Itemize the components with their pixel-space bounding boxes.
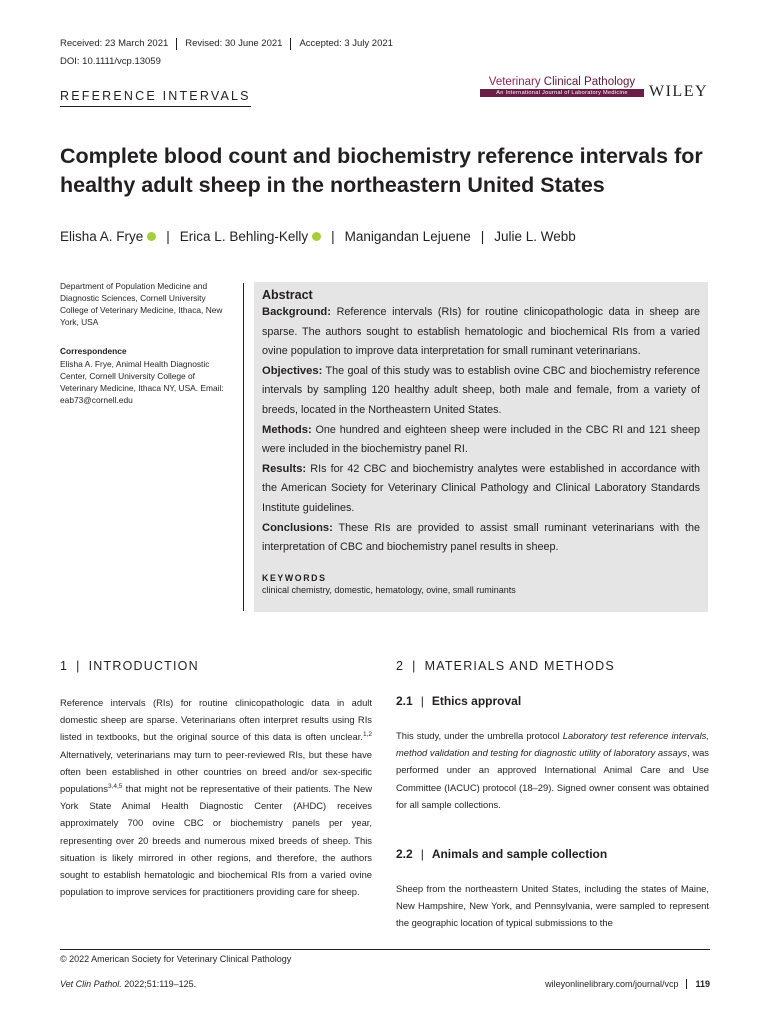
subsection-heading-animals: 2.2 | Animals and sample collection <box>396 847 608 861</box>
accepted-date: Accepted: 3 July 2021 <box>290 38 400 50</box>
author-separator: | <box>331 229 335 244</box>
author-name[interactable]: Julie L. Webb <box>494 229 576 244</box>
correspondence-heading: Correspondence <box>60 346 127 356</box>
article-title: Complete blood count and biochemistry reference intervals for healthy adult sheep in the northeastern United States <box>60 144 703 197</box>
section-type: REFERENCE INTERVALS <box>60 89 251 107</box>
author-separator: | <box>480 229 485 244</box>
author-name[interactable]: Elisha A. Frye <box>60 229 144 244</box>
copyright: © 2022 American Society for Veterinary Clinical Pathology <box>60 954 292 964</box>
affiliation: Department of Population Medicine and Diagnostic Sciences, Cornell University College of Veterinary Medicine, Ithaca, New York, USA <box>60 281 223 327</box>
section-heading-introduction: 1 | INTRODUCTION <box>60 659 199 673</box>
author-list <box>60 229 576 244</box>
citation-ref[interactable]: 3,4,5 <box>107 782 123 790</box>
author-name[interactable]: Erica L. Behling-Kelly <box>179 229 309 244</box>
orcid-icon[interactable] <box>312 232 321 241</box>
journal-logo <box>480 76 644 97</box>
citation-ref[interactable]: 1,2 <box>362 731 372 739</box>
abstract-conclusions: Conclusions: These RIs are provided to assist small ruminant veterinarians with the interpretation of CBC and biochemistry panel results in sheep. <box>262 521 700 554</box>
journal-url[interactable]: wileyonlinelibrary.com/journal/vcp <box>545 979 679 989</box>
abstract-background: Background: Reference intervals (RIs) for routine clinicopathologic data in sheep are sparse. The authors sought to establish hematologic and biochemical RIs from a varied ovine population to improve data interpretation for small ruminant veterinarians. <box>262 306 700 358</box>
journal-name: Veterinary Clinical Pathology <box>488 76 636 88</box>
revised-date: Revised: 30 June 2021 <box>176 38 290 50</box>
publisher-logo: WILEY <box>649 83 709 100</box>
footer-url-page <box>545 979 710 989</box>
animals-paragraph: Sheep from the northeastern United States, including the states of Maine, New Hampshire, New York, and Pennsylvania, were sampled to represent the geographic location of typical submissions to the <box>396 883 709 929</box>
author-name[interactable]: Manigandan Lejuene <box>344 229 471 244</box>
abstract-box <box>254 282 708 612</box>
abstract-heading: Abstract <box>262 288 313 302</box>
subsection-heading-ethics: 2.1 | Ethics approval <box>396 694 522 708</box>
keywords: clinical chemistry, domestic, hematology, ovine, small ruminants <box>262 584 516 595</box>
abstract-methods: Methods: One hundred and eighteen sheep were included in the CBC RI and 121 sheep were included in the biochemistry panel RI. <box>262 423 700 456</box>
abstract-objectives: Objectives: The goal of this study was to establish ovine CBC and biochemistry reference intervals by sampling 120 healthy adult sheep, both male and female, from a variety of breeds, located in the Northeastern United States. <box>262 364 700 416</box>
received-date: Received: 23 March 2021 <box>60 38 169 49</box>
introduction-paragraph: Reference intervals (RIs) for routine clinicopathologic data in adult domestic sheep are sparse. Veterinarians often interpret results using RIs listed in textbooks, but the original source of this data is often unclear.$^{1,2}$ Alternatively, veterinarians may turn to peer-reviewed RIs, but these have often been established in other countries on breed and/or sex-specific populations$^{3,4,5}$ that might not be representative of their patients. The New York State Animal Health Diagnostic Center (AHDC) receives approximately 700 ovine CBC or biochemistry panels per year, representing over 20 breeds and numerous mixed breeds of sheep. This situation is likely mirrored in other regions, and therefore, the authors sought to establish hematologic and biochemical RIs from a varied ovine population to improve services for practitioners providing care for sheep. <box>60 697 372 898</box>
section-heading-methods: 2 | MATERIALS AND METHODS <box>396 659 615 673</box>
keywords-heading: KEYWORDS <box>262 572 327 583</box>
doi-link[interactable]: DOI: 10.1111/vcp.13059 <box>60 56 161 67</box>
correspondence: Elisha A. Frye, Animal Health Diagnostic Center, Cornell University College of Veterinary Medicine, Ithaca NY, USA. Email: eab73@cornell.edu <box>60 359 224 405</box>
ethics-paragraph: This study, under the umbrella protocol Laboratory test reference intervals, method validation and testing for diagnostic utility of laboratory assays, was performed under an approved International Animal Care and Use Committee (IACUC) protocol (18–29). Signed owner consent was obtained for all sample collections. <box>396 730 709 810</box>
page-number: 119 <box>686 979 710 989</box>
orcid-icon[interactable] <box>147 232 156 241</box>
journal-tagline: An International Journal of Laboratory Medicine <box>480 89 644 97</box>
footer-divider <box>60 949 710 950</box>
article-dates <box>60 38 401 50</box>
author-separator: | <box>166 229 170 244</box>
abstract-results: Results: RIs for 42 CBC and biochemistry analytes were established in accordance with the American Society for Veterinary Clinical Pathology and Clinical Laboratory Standards Institute guidelines. <box>262 462 700 514</box>
sidebar-divider <box>243 283 244 611</box>
citation: Vet Clin Pathol. 2022;51:119–125. <box>60 979 197 989</box>
